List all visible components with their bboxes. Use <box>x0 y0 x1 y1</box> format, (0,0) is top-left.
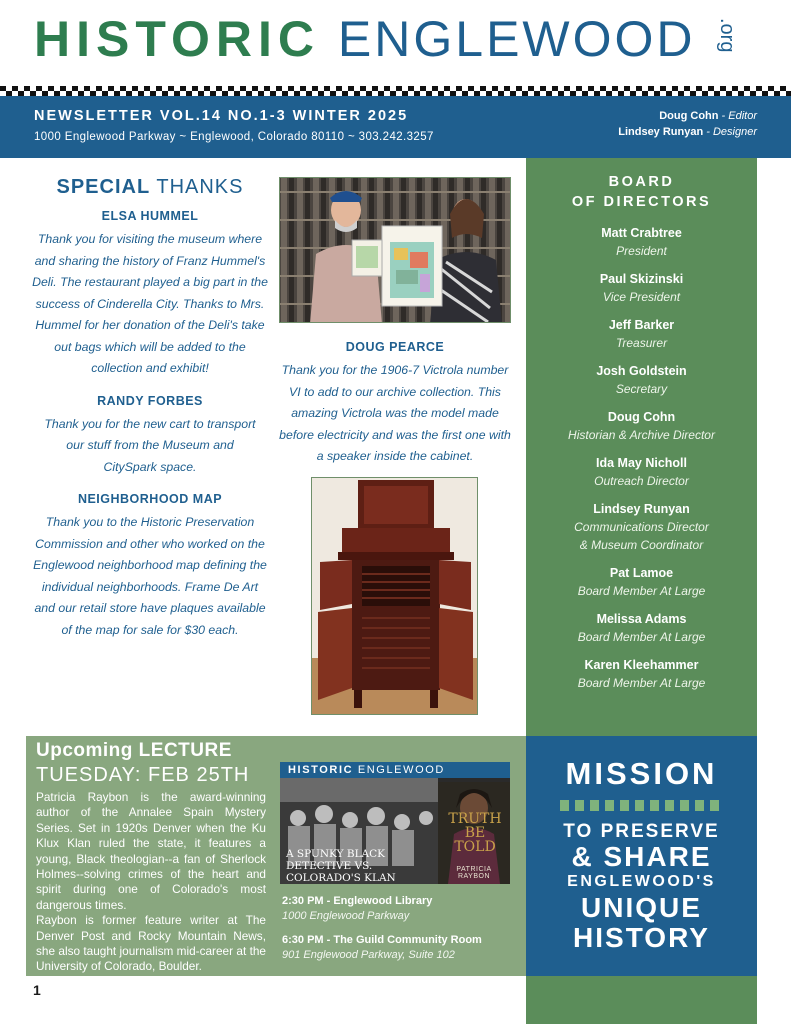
member-role: Vice President <box>602 290 681 304</box>
special-thanks-heading-bold: SPECIAL <box>56 176 151 198</box>
member-name: Jeff Barker <box>608 318 675 332</box>
banner-englewood: ENGLEWOOD <box>353 764 445 776</box>
lecture-events <box>282 894 522 972</box>
newsletter-bar <box>0 96 791 158</box>
photo-victrola <box>311 477 478 715</box>
member-name: Matt Crabtree <box>601 226 682 240</box>
board-member <box>526 362 757 398</box>
special-thanks-heading-rest: THANKS <box>150 176 244 198</box>
member-name: Karen Kleehammer <box>584 658 699 672</box>
mission-line-4: UNIQUE <box>581 892 702 923</box>
photo-map-presentation <box>279 177 511 323</box>
board-member <box>526 316 757 352</box>
thanks-name-doug: DOUG PEARCE <box>345 340 445 354</box>
event-item <box>282 933 522 963</box>
board-member <box>526 656 757 692</box>
member-role: Board Member At Large <box>577 676 706 690</box>
special-thanks-column <box>30 176 270 655</box>
board-member <box>526 408 757 444</box>
member-name: Doug Cohn <box>607 410 676 424</box>
lecture-heading: Upcoming LECTURE <box>36 740 232 761</box>
thanks-name-map: NEIGHBORHOOD MAP <box>77 492 223 506</box>
banner-caption: A SPUNKY BLACK DETECTIVE VS. COLORADO'S KLAN <box>286 848 396 884</box>
special-thanks-heading <box>30 176 270 199</box>
board-of-directors <box>526 158 757 736</box>
member-role: Historian & Archive Director <box>568 428 715 442</box>
masthead-englewood: ENGLEWOOD <box>337 11 696 67</box>
board-title-line1: BOARD <box>608 174 675 190</box>
board-title <box>526 172 757 212</box>
thanks-name-randy: RANDY FORBES <box>97 393 203 408</box>
banner-title-bar <box>280 762 510 778</box>
mission-panel <box>526 736 757 976</box>
mission-dots-divider <box>560 800 724 811</box>
lecture-para-2: Raybon is former feature writer at The Denver Post and Rocky Mountain News, she also taught journalism mid-career at the University of Colorado, Boulder. <box>36 913 266 974</box>
event-title: 2:30 PM - Englewood Library <box>282 895 433 907</box>
board-member-list <box>526 224 757 692</box>
thanks-text-map: Thank you to the Historic Preservation Commission and other who worked on the Englewood neighborhood map defining the individual neighborhoods. Frame De Art and our retail store have plaques available of the map for sale for $30 each. <box>33 515 267 637</box>
editor-role: - Editor <box>718 110 757 122</box>
masthead-title[interactable] <box>34 11 696 67</box>
thanks-doug-block <box>279 336 511 482</box>
member-role: Board Member At Large <box>577 630 706 644</box>
board-member <box>526 454 757 490</box>
thanks-text-doug: Thank you for the 1906-7 Victrola number VI to add to our archive collection. This amazing Victrola was the model made before electricity and was the first one with a speaker inside the cabinet. <box>279 363 511 463</box>
board-title-line2: OF DIRECTORS <box>571 194 712 210</box>
member-role: Secretary <box>615 382 668 396</box>
lecture-description <box>36 790 266 975</box>
mission-line-5: HISTORY <box>573 922 710 953</box>
mission-line-1: TO PRESERVE <box>563 821 720 842</box>
board-member <box>526 500 757 554</box>
event-item <box>282 894 522 924</box>
book-cover-author: PATRICIA RAYBON <box>456 866 492 880</box>
designer-role: - Designer <box>703 126 757 138</box>
member-name: Lindsey Runyan <box>593 502 690 516</box>
board-member <box>526 610 757 646</box>
mission-statement <box>526 821 757 953</box>
board-member <box>526 564 757 600</box>
member-role: Communications Director <box>574 520 709 534</box>
bottom-green-strip <box>526 976 757 1024</box>
member-role: Board Member At Large <box>577 584 706 598</box>
member-name: Melissa Adams <box>596 612 687 626</box>
member-role: Treasurer <box>615 336 668 350</box>
book-cover <box>438 782 510 884</box>
masthead-historic: HISTORIC <box>34 11 320 67</box>
member-name: Pat Lamoe <box>609 566 674 580</box>
event-place: 901 Englewood Parkway, Suite 102 <box>282 949 455 961</box>
mission-heading: MISSION <box>565 756 718 791</box>
lecture-section <box>26 736 526 976</box>
member-name: Josh Goldstein <box>596 364 687 378</box>
lecture-banner-image <box>280 762 510 884</box>
lecture-para-1: Patricia Raybon is the award-winning author of the Annalee Spain Mystery Series. Set in 1920s Denver when the Ku Klux Klan ruled the state, it features a young, Black theologian--a fan of Sherlock Holmes--solving crimes of the heart and spirit during one of Colorado's most dangerous times. <box>36 790 266 912</box>
board-member <box>526 224 757 260</box>
designer-name: Lindsey Runyan <box>618 126 704 138</box>
lecture-date: TUESDAY: FEB 25TH <box>36 764 250 786</box>
newsletter-credits <box>618 108 757 140</box>
member-role: Outreach Director <box>594 474 689 488</box>
photo-map-presentation-illustration <box>280 178 511 323</box>
masthead <box>0 0 791 88</box>
member-name: Paul Skizinski <box>599 272 684 286</box>
mission-line-2: & SHARE <box>571 841 712 872</box>
page-number: 1 <box>33 982 41 998</box>
event-title: 6:30 PM - The Guild Community Room <box>282 934 482 946</box>
thanks-name-elsa: ELSA HUMMEL <box>101 209 199 223</box>
photo-victrola-illustration <box>312 478 478 715</box>
banner-historic: HISTORIC <box>288 764 354 776</box>
thanks-text-elsa: Thank you for visiting the museum where and sharing the history of Franz Hummel's Deli. The restaurant played a big part in the success of Cinderella City. Thanks to Mrs. Hummel for her donation of the Deli's take out bags which will be added to the collection and exhibit! <box>32 232 268 375</box>
thanks-text-randy: Thank you for the new cart to transport our stuff from the Museum and CitySpark space. <box>44 416 256 474</box>
board-member <box>526 270 757 306</box>
newsletter-address: 1000 Englewood Parkway ~ Englewood, Colorado 80110 ~ 303.242.3257 <box>34 131 434 143</box>
member-role: President <box>616 244 667 258</box>
member-name: Ida May Nicholl <box>596 456 687 470</box>
book-cover-title: TRUTH BE TOLD <box>448 811 502 855</box>
newsletter-volume: NEWSLETTER VOL.14 NO.1-3 WINTER 2025 <box>34 108 409 124</box>
masthead-org: .org <box>716 18 738 53</box>
editor-name: Doug Cohn <box>659 110 719 122</box>
member-role-line2: & Museum Coordinator <box>579 538 704 552</box>
event-place: 1000 Englewood Parkway <box>282 910 410 922</box>
mission-line-3: ENGLEWOOD'S <box>567 873 716 890</box>
